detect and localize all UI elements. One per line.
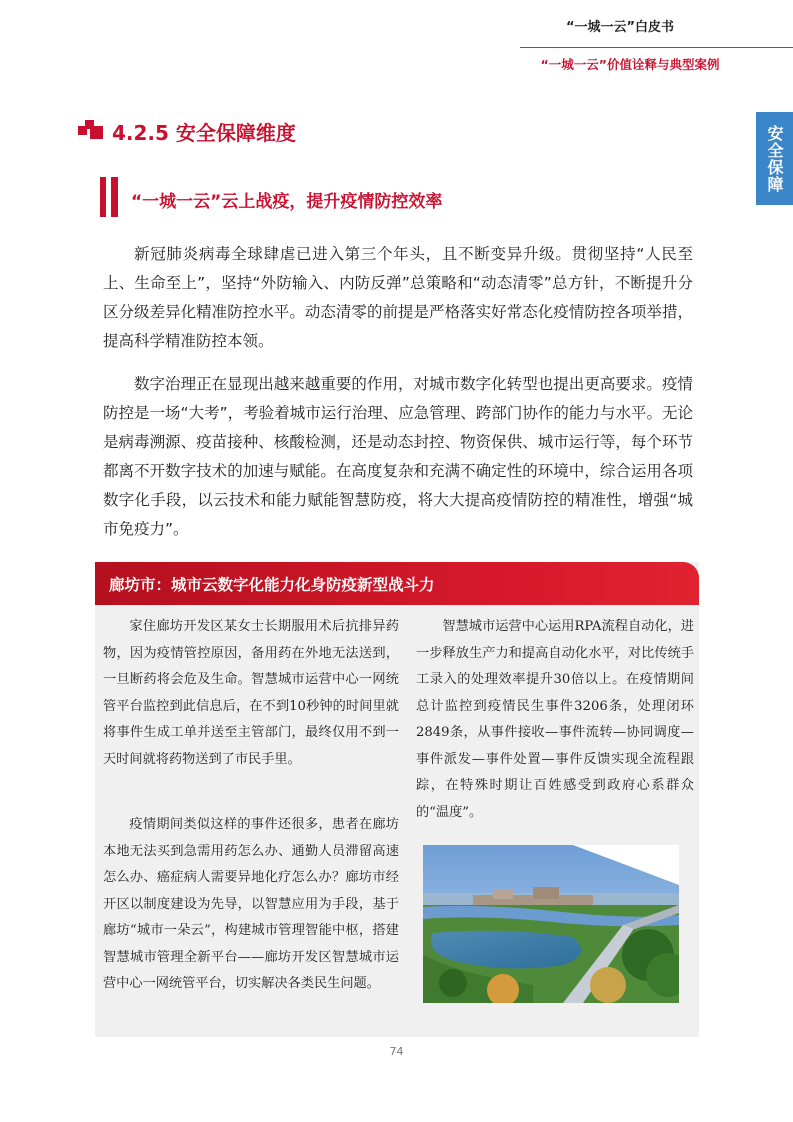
running-header-subtitle: “一城一云”价值诠释与典型案例 (540, 57, 720, 72)
case-paragraph: 疫情期间类似这样的事件还很多，患者在廊坊本地无法买到急需用药怎么办、通勤人员滞留高速怎么办、癌症病人需要异地化疗怎么办？廊坊市经开区以制度建设为先导，以智慧应用为手段，基于廊坊“城市一朵云”，构建城市管理智能中枢，搭建智慧城市管理全新平台——廊坊开发区智慧城市运营中心一网统管平台，切实解决各类民生问题。 (103, 817, 399, 991)
case-paragraph: 家住廊坊开发区某女士长期服用术后抗排异药物，因为疫情管控原因，备用药在外地无法送到，一旦断药将会危及生命。智慧城市运营中心一网统管平台监控到此信息后，在不到10秒钟的时间里就将事件生成工单并送至主管部门，最终仅用不到一天时间就将药物送到了市民手里。 (103, 619, 399, 767)
section-heading: 4.2.5 安全保障维度 (112, 121, 296, 145)
body-paragraph: 新冠肺炎病毒全球肆虐已进入第三个年头，且不断变异升级。贯彻坚持“人民至上、生命至上”，坚持“外防输入、内防反弹”总策略和“动态清零”总方针，不断提升分区分级差异化精准防控水平。动态清零的前提是严格落实好常态化疫情防控各项举措，提高科学精准防控本领。 (103, 245, 693, 350)
case-paragraph: 智慧城市运营中心运用RPA流程自动化，进一步释放生产力和提高自动化水平，对比传统手工录入的处理效率提升30倍以上。在疫情期间总计监控到疫情民生事件3206条，处理闭环2849条，从事件接收—事件流转—协同调度—事件派发—事件处置—事件反馈实现全流程跟踪，在特殊时期让百姓感受到政府心系群众的“温度”。 (416, 619, 694, 820)
subsection-marker-bar (111, 177, 118, 217)
header-divider (520, 47, 793, 48)
side-chapter-tab: 安全保障 (756, 112, 793, 205)
body-paragraph: 数字治理正在显现出越来越重要的作用，对城市数字化转型也提出更高要求。疫情防控是一场“大考”，考验着城市运行治理、应急管理、跨部门协作的能力与水平。无论是病毒溯源、疫苗接种、核酸检测，还是动态封控、物资保供、城市运行等，每个环节都离不开数字技术的加速与赋能。在高度复杂和充满不确定性的环境中，综合运用各项数字化手段，以云技术和能力赋能智慧防疫，将大大提高疫情防控的精准性，增强“城市免疫力”。 (103, 375, 693, 538)
subsection-heading: “一城一云”云上战疫，提升疫情防控效率 (131, 192, 443, 212)
case-study-header (95, 562, 699, 605)
page-number: 74 (389, 1045, 404, 1058)
running-header-title: “一城一云”白皮书 (565, 20, 675, 35)
section-squares-icon (78, 120, 104, 140)
subsection-marker-bar (100, 177, 106, 217)
city-aerial-photo (423, 845, 679, 1003)
case-study-title: 廊坊市：城市云数字化能力化身防疫新型战斗力 (109, 576, 435, 594)
